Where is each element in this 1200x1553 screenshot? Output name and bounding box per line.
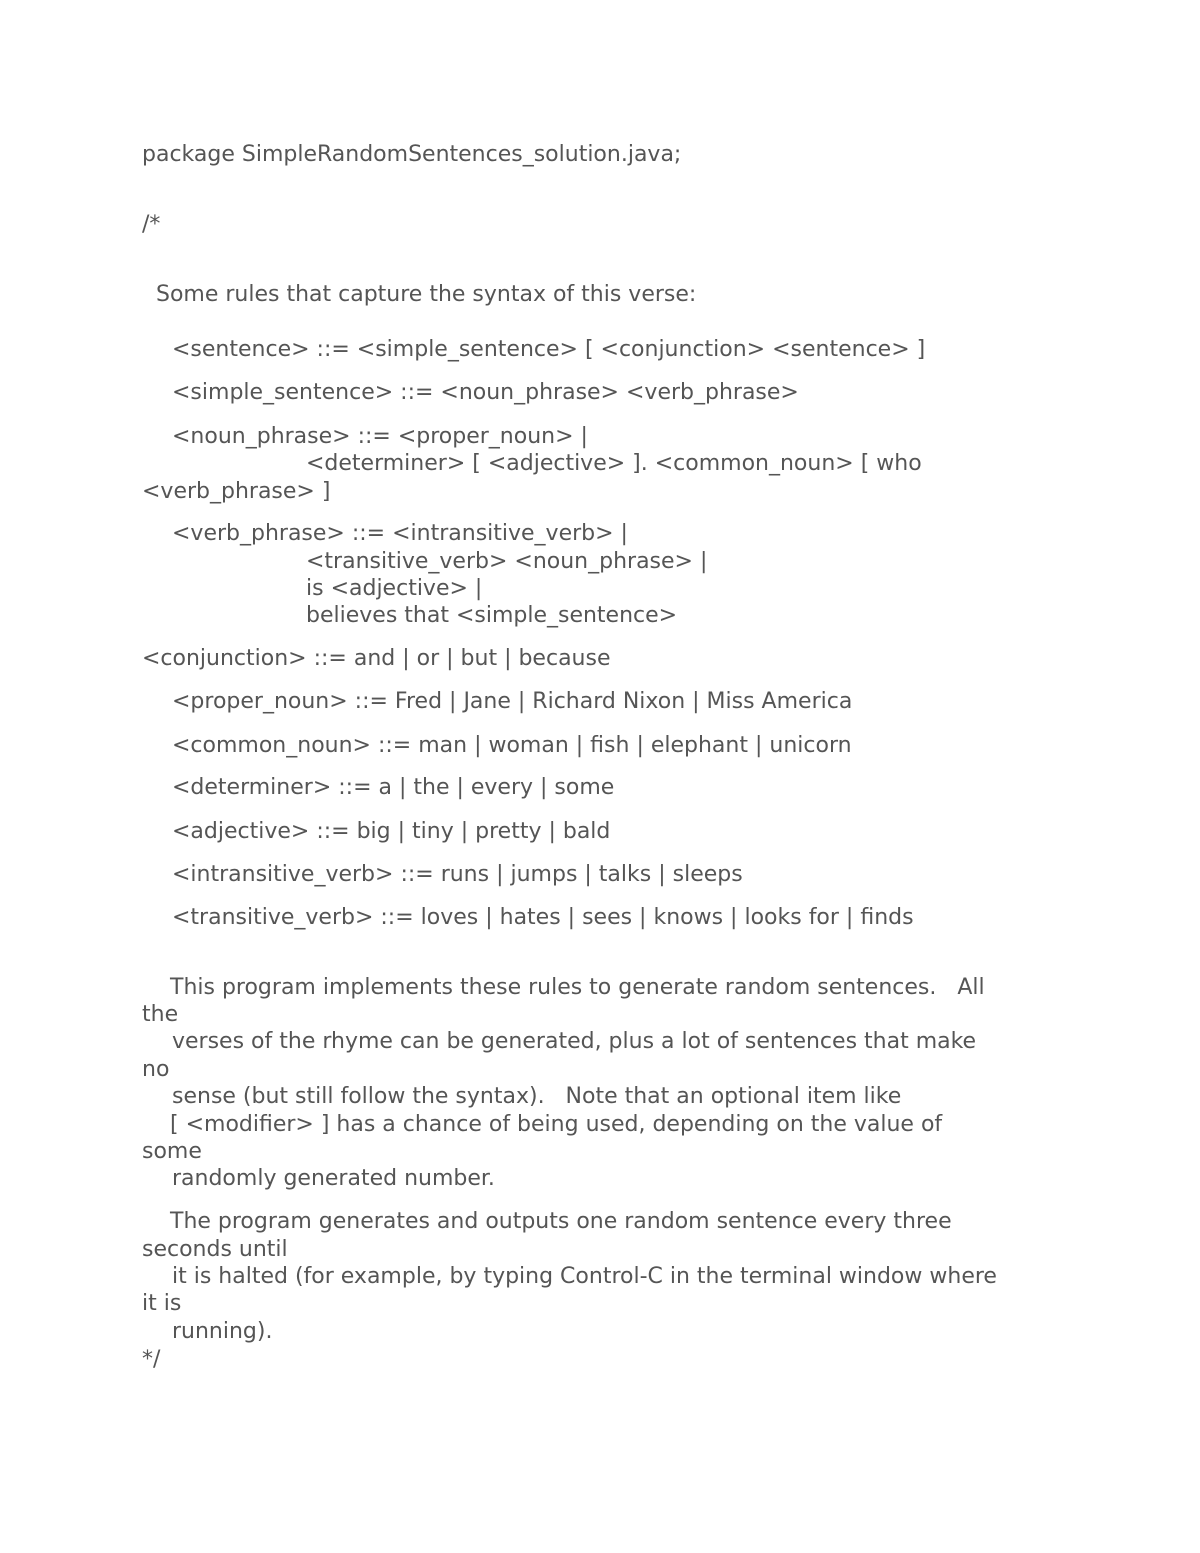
rule-verb-phrase-cont-2: is <adjective> |: [306, 576, 483, 601]
rule-verb-phrase-cont-1: <transitive_verb> <noun_phrase> |: [306, 549, 708, 574]
rules-intro: Some rules that capture the syntax of this verse:: [142, 282, 697, 307]
description-line-2-wrap: no: [142, 1057, 170, 1082]
description-line-1: This program implements these rules to generate random sentences. All: [170, 975, 985, 1000]
behavior-line-3: running).: [172, 1319, 273, 1344]
rule-noun-phrase: <noun_phrase> ::= <proper_noun> |: [172, 424, 588, 449]
rule-verb-phrase: <verb_phrase> ::= <intransitive_verb> |: [172, 521, 628, 546]
description-line-5: randomly generated number.: [172, 1166, 495, 1191]
description-line-2: verses of the rhyme can be generated, plus a lot of sentences that make: [172, 1029, 977, 1054]
rule-intransitive-verb: <intransitive_verb> ::= runs | jumps | talks | sleeps: [172, 862, 743, 887]
rule-adjective: <adjective> ::= big | tiny | pretty | bald: [172, 819, 611, 844]
rule-noun-phrase-cont: <determiner> [ <adjective> ]. <common_noun> [ who: [306, 451, 922, 476]
behavior-line-2: it is halted (for example, by typing Control-C in the terminal window where: [172, 1264, 997, 1289]
description-line-1-wrap: the: [142, 1002, 179, 1027]
comment-close: */: [142, 1347, 161, 1372]
comment-open: /*: [142, 212, 161, 237]
description-line-4-wrap: some: [142, 1139, 202, 1164]
description-line-3: sense (but still follow the syntax). Note that an optional item like: [172, 1084, 902, 1109]
behavior-line-2-wrap: it is: [142, 1291, 182, 1316]
rule-simple-sentence: <simple_sentence> ::= <noun_phrase> <verb_phrase>: [172, 380, 799, 405]
rule-proper-noun: <proper_noun> ::= Fred | Jane | Richard Nixon | Miss America: [172, 689, 853, 714]
description-line-4: [ <modifier> ] has a chance of being used, depending on the value of: [170, 1112, 943, 1137]
rule-common-noun: <common_noun> ::= man | woman | fish | elephant | unicorn: [172, 733, 852, 758]
rule-noun-phrase-wrap: <verb_phrase> ]: [142, 479, 331, 504]
rule-conjunction: <conjunction> ::= and | or | but | because: [142, 646, 611, 671]
rule-verb-phrase-cont-3: believes that <simple_sentence>: [306, 603, 678, 628]
behavior-line-1: The program generates and outputs one random sentence every three: [170, 1209, 952, 1234]
rule-determiner: <determiner> ::= a | the | every | some: [172, 775, 615, 800]
rule-transitive-verb: <transitive_verb> ::= loves | hates | sees | knows | looks for | finds: [172, 905, 914, 930]
behavior-line-1-wrap: seconds until: [142, 1237, 288, 1262]
package-declaration: package SimpleRandomSentences_solution.java;: [142, 142, 682, 167]
rule-sentence: <sentence> ::= <simple_sentence> [ <conjunction> <sentence> ]: [172, 337, 926, 362]
